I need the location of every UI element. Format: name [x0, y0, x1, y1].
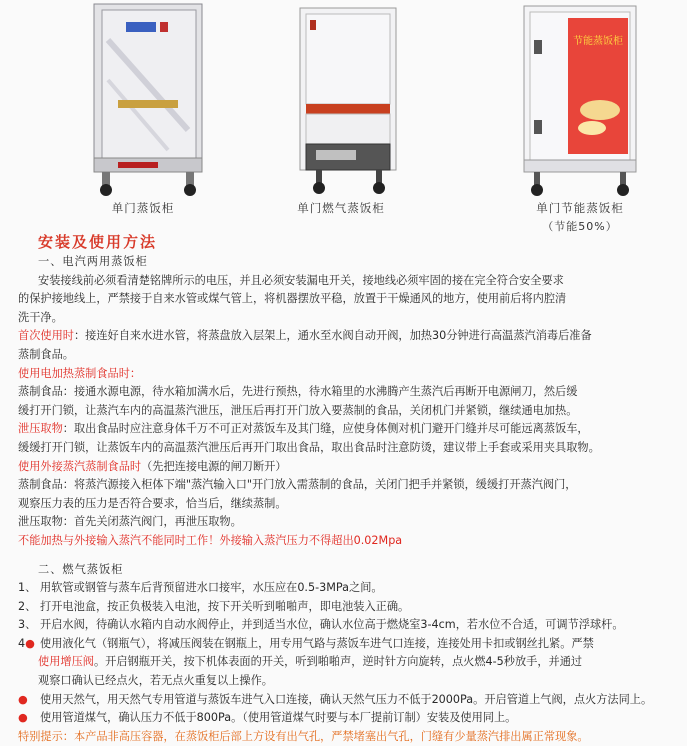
intro-line-1: 安装接线前必须看清楚铭牌所示的电压，并且必须安装漏电开关，接地线必须牢固的接在完全符合安全要求 [38, 273, 564, 287]
first-use-text: ：接连好自来水进水管，将蒸盘放入层架上，通水至水阀自动开阀，加热30分钟进行高温蒸汽消毒后准备 [73, 329, 592, 343]
page-title: 安装及使用方法 [38, 233, 158, 251]
ext-steam-label: 蒸制食品 [18, 478, 63, 492]
steam-food-text: ：接通水源电源，待水箱加满水后，先进行预热，待水箱里的水沸腾产生蒸汽后再断开电源闸刀，然后缓 [62, 385, 578, 399]
first-use-label: 首次使用时 [18, 329, 74, 343]
list-item [18, 598, 678, 617]
bullet-text-2: 使用管道煤气，确认压力不低于800Pa。（使用管道煤气时要与本厂提前订制）安装及使用同上。 [40, 711, 517, 725]
electric-steamer-image [68, 0, 218, 198]
gas-steamer-image [276, 0, 406, 198]
ext-release-label: 泄压取物 [18, 515, 63, 529]
list-item-4 [18, 635, 678, 654]
list-item [18, 579, 678, 598]
first-use [18, 327, 678, 346]
release-text: ：取出食品时应注意身体千万不可正对蒸饭车及其门缝，应使身体侧对机门避开门缝并尽可能远离蒸饭车， [62, 422, 589, 436]
item4-line-3: 观察口确认已经点火，若无点火重复以上操作。 [38, 674, 273, 688]
release [18, 420, 678, 439]
list-number [18, 635, 35, 654]
product-energy-saving-steamer [490, 0, 670, 234]
ext-release [18, 513, 678, 532]
release-label: 泄压取物 [18, 422, 63, 436]
product-row [0, 0, 687, 245]
warning-text: 不能加热与外接输入蒸汽不能同时工作！外接输入蒸汽压力不得超出0.02Mpa [18, 533, 403, 547]
product-subcaption: （节能50%） [542, 220, 618, 233]
bullet-icon: ● [18, 711, 28, 725]
list-number-digit: 4 [18, 636, 26, 650]
bullet-item [18, 709, 678, 728]
bullet-icon: ● [25, 636, 35, 650]
instructions [18, 232, 678, 746]
product-electric-steamer [48, 0, 238, 216]
section2-heading: 二、燃气蒸饭柜 [38, 562, 124, 576]
bullet-item [18, 691, 678, 710]
electric-heading: 使用电加热蒸制食品时： [18, 366, 142, 380]
ext-release-text: ：首先关闭蒸汽阀门，再泄压取物。 [62, 515, 242, 529]
ext-steam [18, 476, 678, 495]
list-text: 用软管或钢管与蒸车后背预留进水口接牢，水压应在0.5-3MPa之间。 [40, 581, 383, 595]
steam-food-label: 蒸制食品 [18, 385, 63, 399]
section1-heading: 一、电汽两用蒸饭柜 [38, 255, 148, 268]
product-caption: 单门节能蒸饭柜 [536, 201, 624, 215]
intro-line-2: 的保护接地线上，严禁接于自来水管或煤气管上，将机器摆放平稳，放置于干燥通风的地方，使用前后将内腔清 [18, 292, 567, 306]
list-text: 打开电池盒，按正负极装入电池，按下开关听到啪啪声，即电池装入正确。 [40, 599, 410, 613]
ext-steam-line-2: 观察压力表的压力是否符合要求，恰当后，继续蒸制。 [18, 496, 287, 510]
bullet-icon: ● [18, 692, 28, 706]
ext-steam-text: ：将蒸汽源接入柜体下端"蒸汽输入口"开门放入需蒸制的食品，关闭门把手并紧锁，缓缓打开蒸汽阀门， [62, 478, 577, 492]
bullet-text-1: 使用天然气，用天然气专用管道与蒸饭车进气入口连接，确认天然气压力不低于2000Pa。开启管道上气阀，点火方法同上。 [40, 692, 653, 706]
product-gas-steamer [256, 0, 426, 216]
release-line-2: 缓缓打开门锁，让蒸饭车内的高温蒸汽泄压后再开门取出食品，取出食品时注意防烫，建议带上手套或采用夹具取物。 [18, 440, 600, 454]
product-caption: 单门蒸饭柜 [111, 201, 175, 215]
steam-food [18, 383, 678, 402]
panel-text: 节能蒸饭柜 [573, 36, 623, 47]
item4-line-1: 使用液化气（钢瓶气），将减压阀装在钢瓶上，用专用气路与蒸饭车进气口连接，连接处用卡扣或钢丝扎紧。严禁 [40, 636, 594, 650]
list-number: 1、 [18, 581, 37, 595]
footer-note: 特别提示：本产品非高压容器，在蒸饭柜后部上方设有出气孔，严禁堵塞出气孔，门缝有少量蒸汽排出属正常现象。 [18, 729, 589, 743]
list-number: 3、 [18, 618, 37, 632]
energy-saving-steamer-image [510, 0, 650, 198]
product-caption: 单门燃气蒸饭柜 [297, 201, 385, 215]
item4-line-2: 。开启钢瓶开关，按下机体表面的开关，听到啪啪声，逆时针方向旋转，点火燃4-5秒放手，并通过 [93, 655, 583, 669]
item4-line-2-row [18, 653, 678, 672]
list-text: 开启水阀，待确认水箱内自动水阀停止，并到适当水位，确认水位高于燃烧室3-4cm，若水位不合适，可调节浮球杆。 [40, 618, 624, 632]
list-number: 2、 [18, 599, 37, 613]
list-item [18, 616, 678, 635]
external-note: （先把连接电源的闸刀断开） [141, 459, 287, 473]
item4-label: 使用增压阀 [38, 655, 94, 669]
steam-food-line-2: 缓打开门锁，让蒸汽车内的高温蒸汽泄压，泄压后再打开门放入要蒸制的食品，关闭机门并紧锁，继续通电加热。 [18, 403, 578, 417]
intro-line-3: 洗干净。 [18, 310, 63, 324]
external-heading-row [18, 458, 678, 477]
external-heading: 使用外接蒸汽蒸制食品时 [18, 459, 142, 473]
first-use-line-2: 蒸制食品。 [18, 347, 74, 361]
